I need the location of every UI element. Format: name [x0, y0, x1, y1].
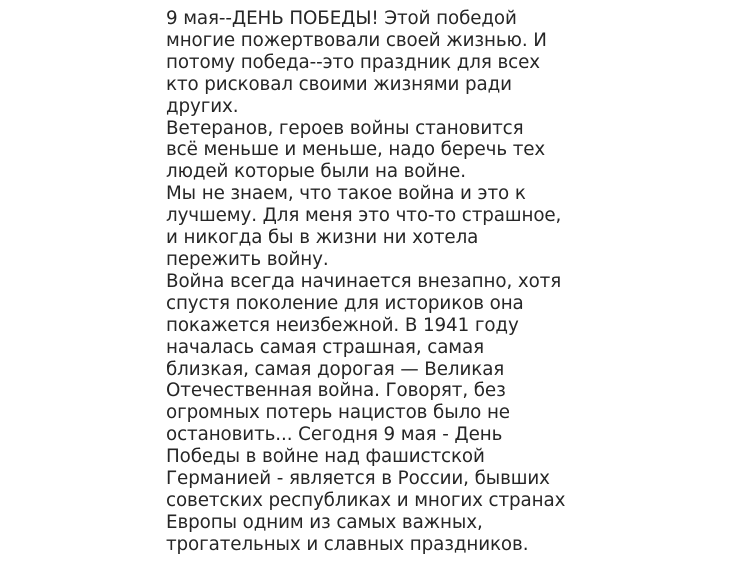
text-line: покажется неизбежной. В 1941 году: [166, 314, 519, 336]
text-line: других.: [166, 95, 239, 117]
text-line: пережить войну.: [166, 248, 329, 270]
text-line: Война всегда начинается внезапно, хотя: [166, 270, 562, 292]
document-text: [166, 8, 606, 556]
text-line: и никогда бы в жизни ни хотела: [166, 227, 479, 249]
text-line: Отечественная война. Говорят, без: [166, 380, 506, 402]
text-line: Европы одним из самых важных,: [166, 511, 483, 533]
text-line: Мы не знаем, что такое война и это к: [166, 183, 526, 205]
text-line: остановить... Сегодня 9 мая - День: [166, 424, 503, 446]
text-line: Ветеранов, героев войны становится: [166, 117, 524, 139]
text-line: всё меньше и меньше, надо беречь тех: [166, 139, 546, 161]
text-line: многие пожертвовали своей жизнью. И: [166, 29, 547, 51]
text-line: началась самая страшная, самая: [166, 336, 484, 358]
text-line: 9 мая--ДЕНЬ ПОБЕДЫ! Этой победой: [166, 8, 517, 29]
text-line: людей которые были на войне.: [166, 161, 466, 183]
text-line: лучшему. Для меня это что-то страшное,: [166, 205, 562, 227]
text-line: потому победа--это праздник для всех: [166, 51, 540, 73]
text-line: спустя поколение для историков она: [166, 292, 524, 314]
text-line: огромных потерь нацистов было не: [166, 402, 510, 424]
text-line: близкая, самая дорогая — Великая: [166, 358, 505, 380]
text-line: Германией - является в России, бывших: [166, 468, 550, 490]
text-line: трогательных и славных праздников.: [166, 533, 529, 555]
text-line: советских республиках и многих странах: [166, 489, 566, 511]
text-line: кто рисковал своими жизнями ради: [166, 73, 512, 95]
text-line: Победы в войне над фашистской: [166, 446, 485, 468]
